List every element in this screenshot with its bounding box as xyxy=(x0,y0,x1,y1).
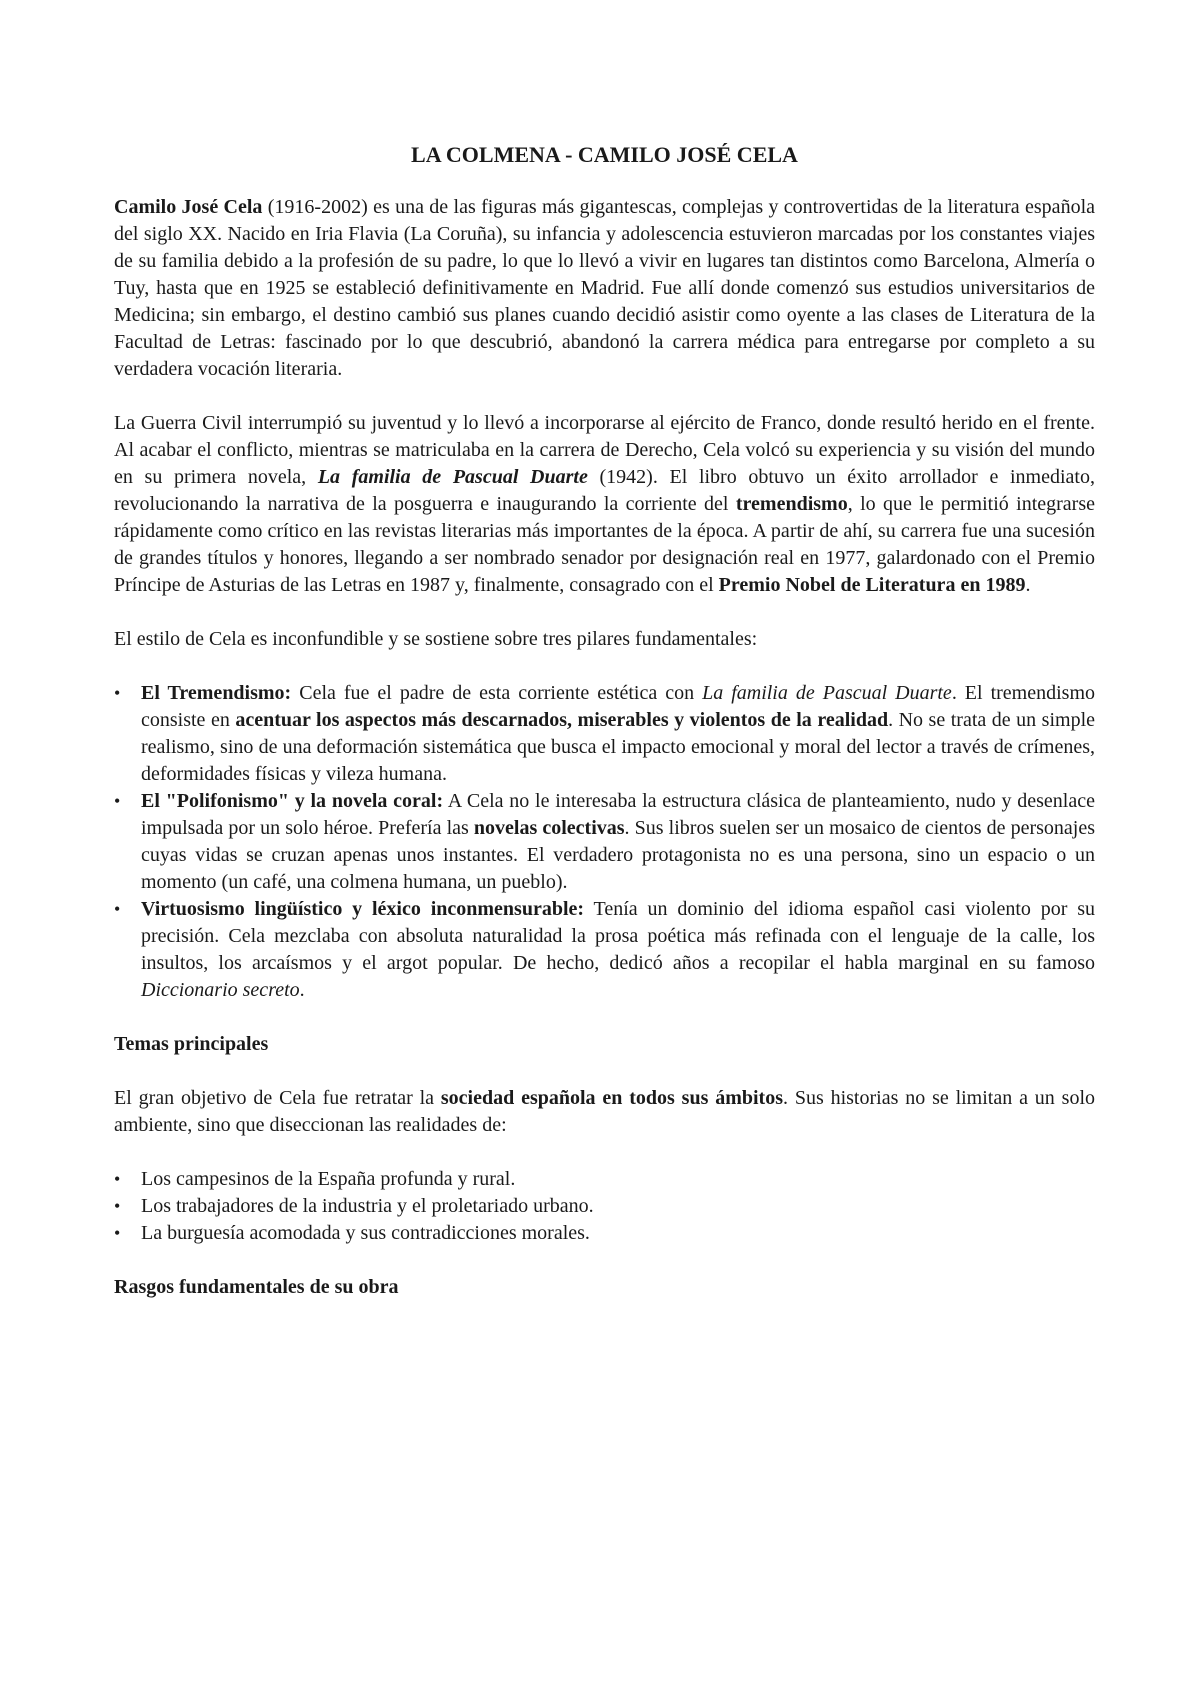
themes-list xyxy=(114,1166,1095,1247)
bio-p2-text-2: (1942). El libro obtuvo un éxito arrollador e inmediato, revolucionando la narrativa de la posguerra e inaugurando la corriente del xyxy=(114,466,1095,515)
pillar-text: . xyxy=(299,979,305,1001)
pillar-bold: acentuar los aspectos más descarnados, miserables y violentos de la realidad xyxy=(235,709,889,731)
theme-item-text: Los campesinos de la España profunda y rural. xyxy=(141,1168,516,1190)
bio-paragraph-1 xyxy=(114,194,1095,383)
author-name: Camilo José Cela xyxy=(114,196,263,218)
traits-heading: Rasgos fundamentales de su obra xyxy=(114,1276,399,1298)
themes-intro-bold: sociedad española en todos sus ámbitos xyxy=(440,1087,783,1109)
themes-heading: Temas principales xyxy=(114,1033,269,1055)
list-item xyxy=(114,896,1095,1004)
themes-intro-text: . Sus historias no se limitan a un solo ambiente, sino que diseccionan las realidades de: xyxy=(114,1087,1095,1136)
list-item xyxy=(114,1166,1095,1193)
pillar-italic: La familia de Pascual Duarte xyxy=(702,682,952,704)
themes-intro-text: El gran objetivo de Cela fue retratar la xyxy=(114,1087,441,1109)
bio-p2-text-1: La Guerra Civil interrumpió su juventud y lo llevó a incorporarse al ejército de Franco, donde resultó herido en el frente. Al acabar el conflicto, mientras se matriculaba en la carrera de Derecho, Cela volcó su experiencia y su visión del mundo en su primera novela, xyxy=(114,412,1095,488)
pillar-text: . No se trata de un simple realismo, sino de una deformación sistemática que busca el impacto emocional y moral del lector a través de crímenes, deformidades físicas y vileza humana. xyxy=(141,709,1095,785)
themes-intro xyxy=(114,1085,1095,1139)
theme-item-text: Los trabajadores de la industria y el proletariado urbano. xyxy=(141,1195,594,1217)
list-item xyxy=(114,788,1095,896)
theme-item-text: La burguesía acomodada y sus contradicciones morales. xyxy=(141,1222,590,1244)
bio-paragraph-2 xyxy=(114,410,1095,599)
pillar-italic: Diccionario secreto xyxy=(141,979,300,1001)
novel-title: La familia de Pascual Duarte xyxy=(317,466,588,488)
list-item xyxy=(114,1193,1095,1220)
pillar-text: . Sus libros suelen ser un mosaico de cientos de personajes cuyas vidas se cruzan apenas unos instantes. El verdadero protagonista no es una persona, sino un espacio o un momento (un café, una colmena humana, un pueblo). xyxy=(141,817,1095,893)
bio-p2-text-4: . xyxy=(1025,574,1031,596)
pillar-heading: El "Polifonismo" y la novela coral: xyxy=(141,790,444,812)
bullet-icon: • xyxy=(114,899,121,919)
pillar-bold: novelas colectivas xyxy=(473,817,625,839)
bullet-icon: • xyxy=(114,1169,121,1189)
pillar-heading: Virtuosismo lingüístico y léxico inconmensurable: xyxy=(141,898,585,920)
bio-p2-text-3: , lo que le permitió integrarse rápidamente como crítico en las revistas literarias más importantes de la época. A partir de ahí, su carrera fue una sucesión de grandes títulos y honores, llegando a ser nombrado senador por designación real en 1977, galardonado con el Premio Príncipe de Asturias de las Letras en 1987 y, finalmente, consagrado con el xyxy=(114,493,1095,596)
pillar-text: Cela fue el padre de esta corriente estética con xyxy=(291,682,703,704)
list-item xyxy=(114,680,1095,788)
pillar-text: . El tremendismo consiste en xyxy=(141,682,1095,731)
bullet-icon: • xyxy=(114,683,121,703)
tremendismo-term: tremendismo xyxy=(735,493,848,515)
document-title: LA COLMENA - CAMILO JOSÉ CELA xyxy=(411,142,798,167)
style-intro: El estilo de Cela es inconfundible y se sostiene sobre tres pilares fundamentales: xyxy=(114,628,758,650)
document-page xyxy=(114,140,1095,1301)
bullet-icon: • xyxy=(114,791,121,811)
pillars-list xyxy=(114,680,1095,1004)
list-item xyxy=(114,1220,1095,1247)
pillar-text: A Cela no le interesaba la estructura clásica de planteamiento, nudo y desenlace impulsada por un solo héroe. Prefería las xyxy=(141,790,1095,839)
pillar-text: Tenía un dominio del idioma español casi violento por su precisión. Cela mezclaba con absoluta naturalidad la prosa poética más refinada con el lenguaje de la calle, los insultos, los arcaísmos y el argot popular. De hecho, dedicó años a recopilar el habla marginal en su famoso xyxy=(141,898,1095,974)
bullet-icon: • xyxy=(114,1196,121,1216)
bullet-icon: • xyxy=(114,1223,121,1243)
pillar-heading: El Tremendismo: xyxy=(141,682,292,704)
nobel-prize: Premio Nobel de Literatura en 1989 xyxy=(718,574,1026,596)
bio-paragraph-1-text: (1916-2002) es una de las figuras más gigantescas, complejas y controvertidas de la literatura española del siglo XX. Nacido en Iria Flavia (La Coruña), su infancia y adolescencia estuvieron marcadas por los constantes viajes de su familia debido a la profesión de su padre, lo que lo llevó a vivir en lugares tan distintos como Barcelona, Almería o Tuy, hasta que en 1925 se estableció definitivamente en Madrid. Fue allí donde comenzó sus estudios universitarios de Medicina; sin embargo, el destino cambió sus planes cuando decidió asistir como oyente a las clases de Literatura de la Facultad de Letras: fascinado por lo que descubrió, abandonó la carrera médica para entregarse por completo a su verdadera vocación literaria. xyxy=(114,196,1095,380)
